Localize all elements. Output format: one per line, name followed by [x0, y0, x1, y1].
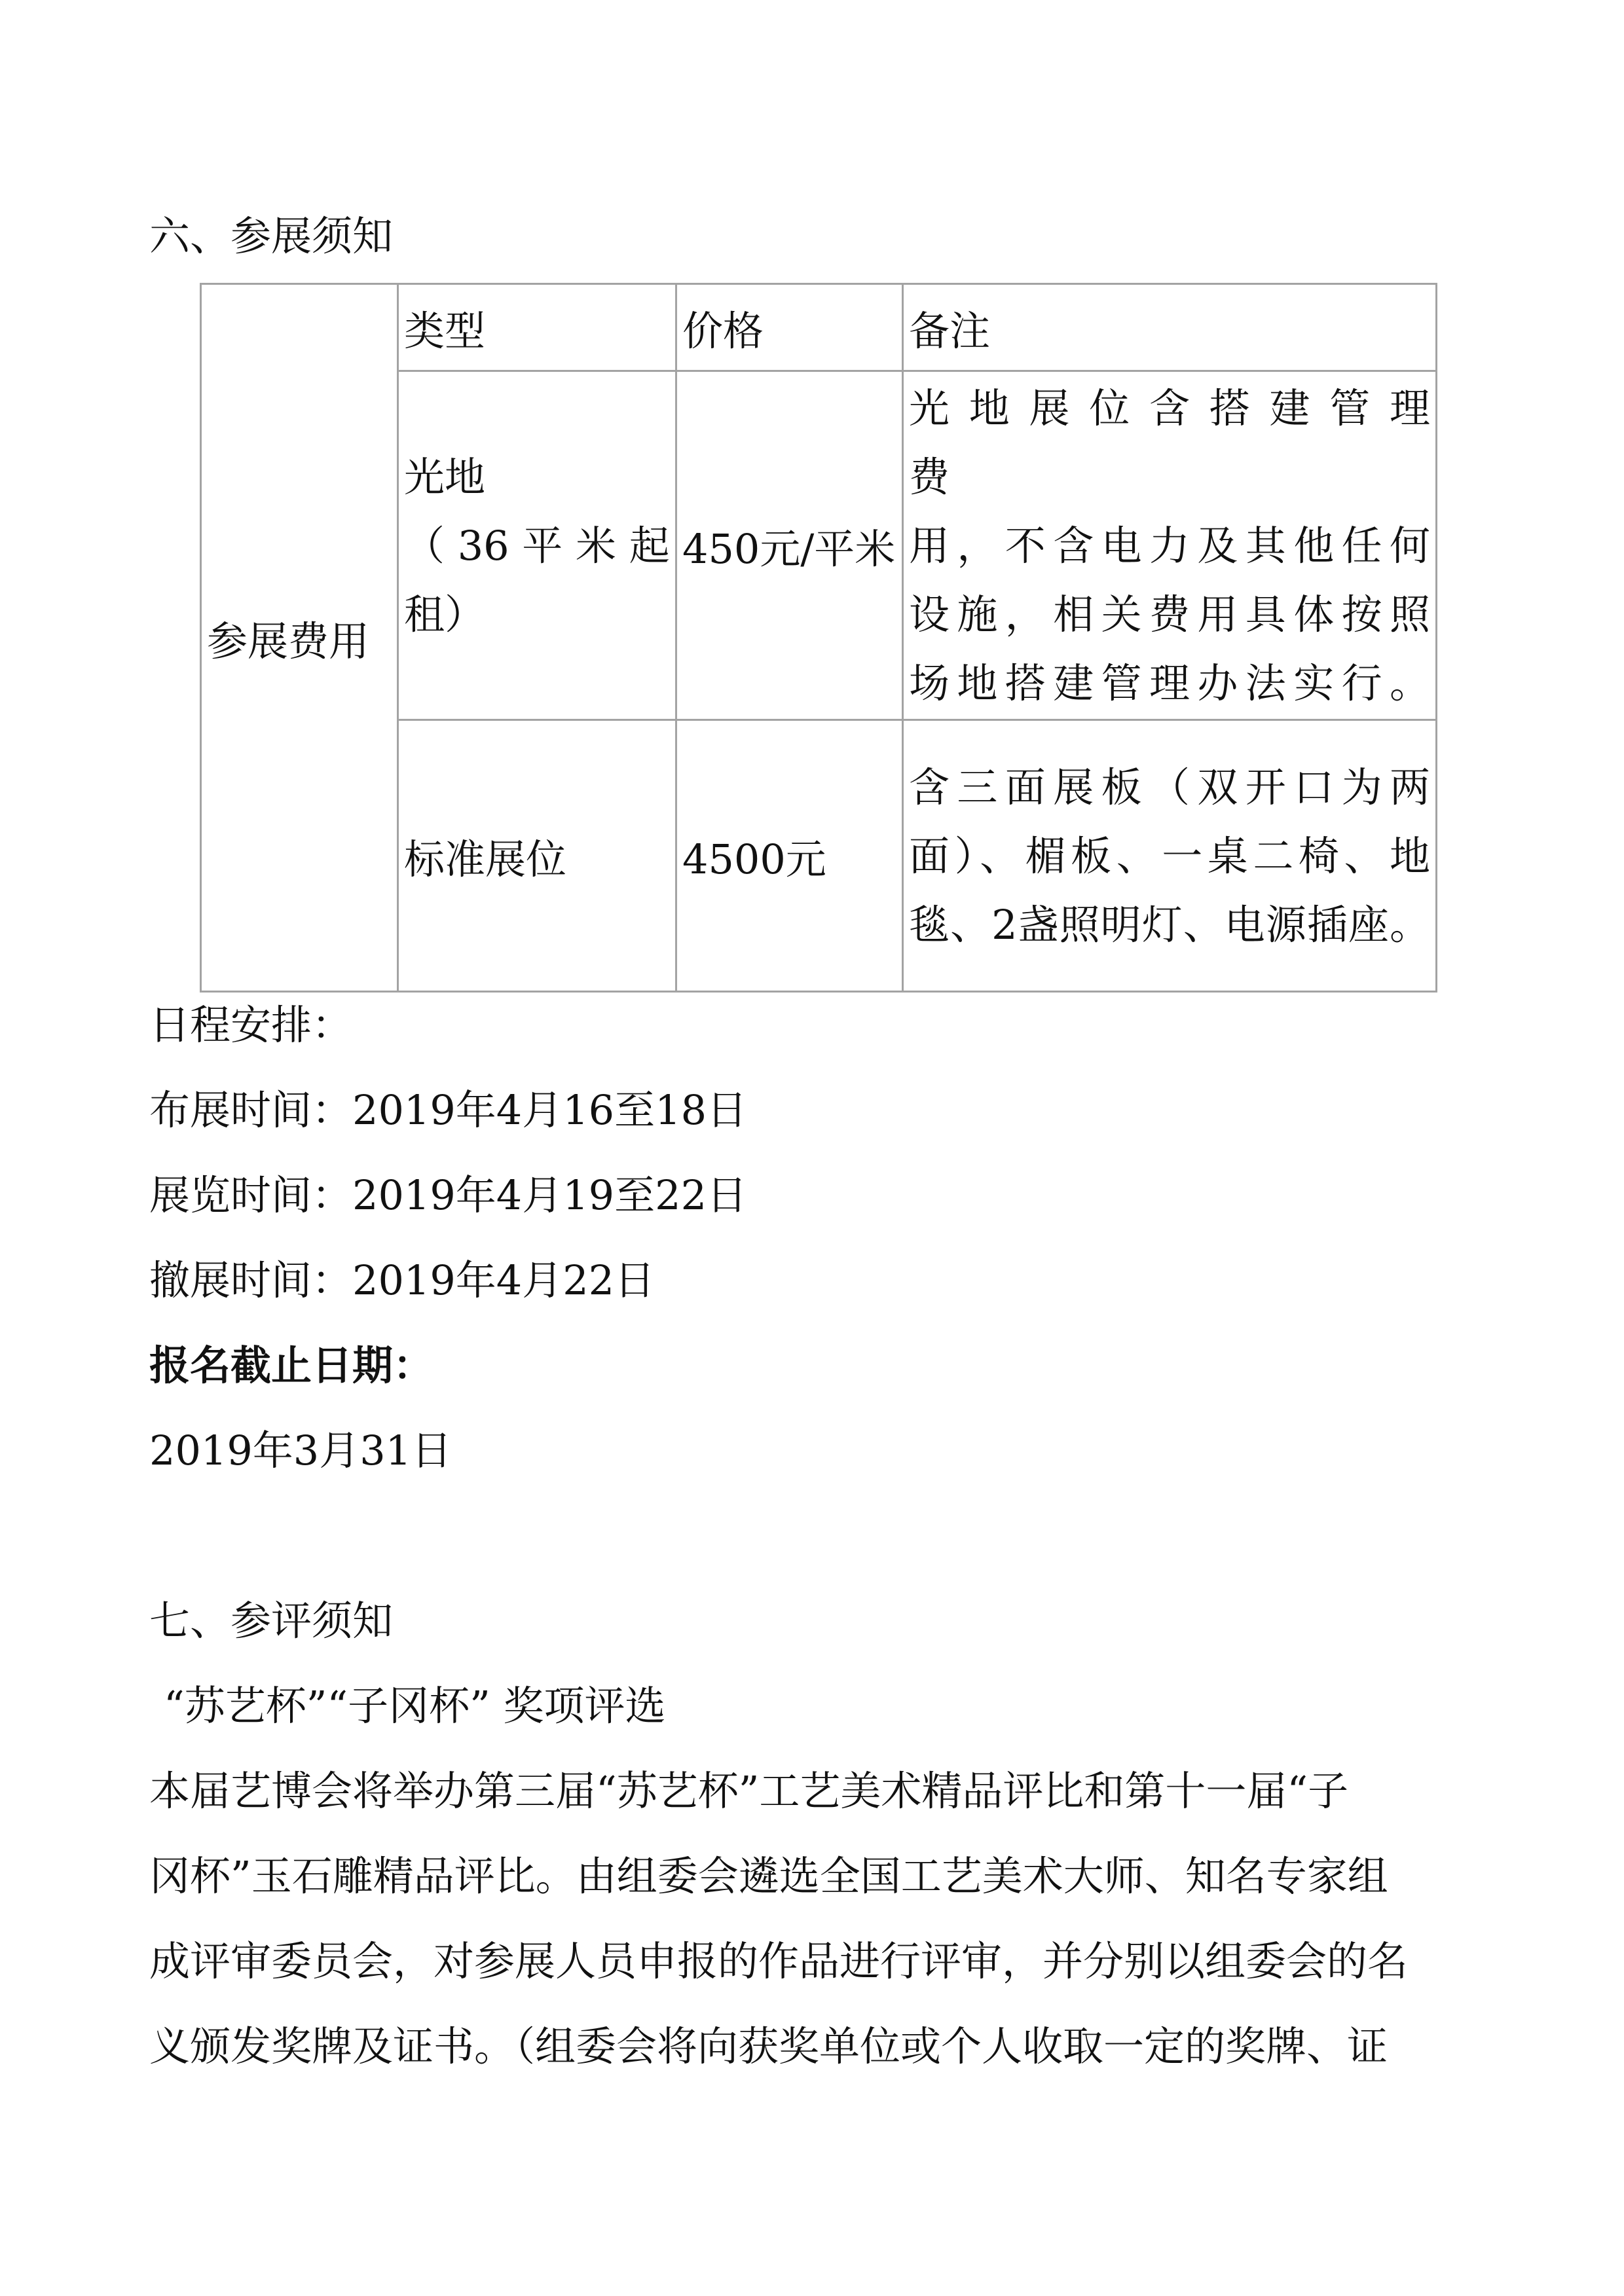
- deadline-date: 2019年3月31日: [149, 1427, 452, 1474]
- row1-price: 450元/平米: [676, 371, 903, 720]
- fee-table: [200, 283, 1437, 993]
- deadline-title: 报名截止日期：: [149, 1341, 434, 1389]
- award-subtitle: “苏艺杯”“子冈杯” 奖项评选: [164, 1682, 666, 1730]
- row1-type: 光地 （ 36 平 米 起 租）: [398, 371, 676, 720]
- para-line-1: 本届艺博会将举办第三届“苏艺杯”工艺美术精品评比和第十一届“子: [149, 1767, 1349, 1815]
- row1-note: 光 地 展 位 含 搭 建 管 理 费 用，不含电力及其他任何 设施，相关费用具体按照 场地搭建管理办法实行。: [903, 371, 1437, 720]
- row2-price: 4500元: [676, 720, 903, 992]
- exhibit-time: 展览时间：2019年4月19至22日: [149, 1171, 748, 1219]
- row2-type: 标准展位: [398, 720, 676, 992]
- row2-note: 含三面展板（双开口为两 面）、楣板、一桌二椅、地 毯、2盏照明灯、电源插座。: [903, 720, 1437, 992]
- header-type: 类型: [398, 284, 676, 371]
- schedule-title: 日程安排：: [149, 1001, 353, 1049]
- para-line-4: 义颁发奖牌及证书。（组委会将向获奖单位或个人收取一定的奖牌、证: [149, 2022, 1388, 2070]
- setup-time: 布展时间：2019年4月16至18日: [149, 1086, 748, 1134]
- fee-category-cell: 参展费用: [201, 284, 398, 992]
- para-line-3: 成评审委员会，对参展人员申报的作品进行评审，并分别以组委会的名: [149, 1937, 1409, 1985]
- header-note: 备注: [903, 284, 1437, 371]
- teardown-time: 撤展时间：2019年4月22日: [149, 1256, 655, 1304]
- header-price: 价格: [676, 284, 903, 371]
- section6-title: 六、参展须知: [149, 212, 394, 260]
- section7-title: 七、参评须知: [149, 1597, 394, 1645]
- para-line-2: 冈杯”玉石雕精品评比。由组委会遴选全国工艺美术大师、知名专家组: [149, 1852, 1388, 1900]
